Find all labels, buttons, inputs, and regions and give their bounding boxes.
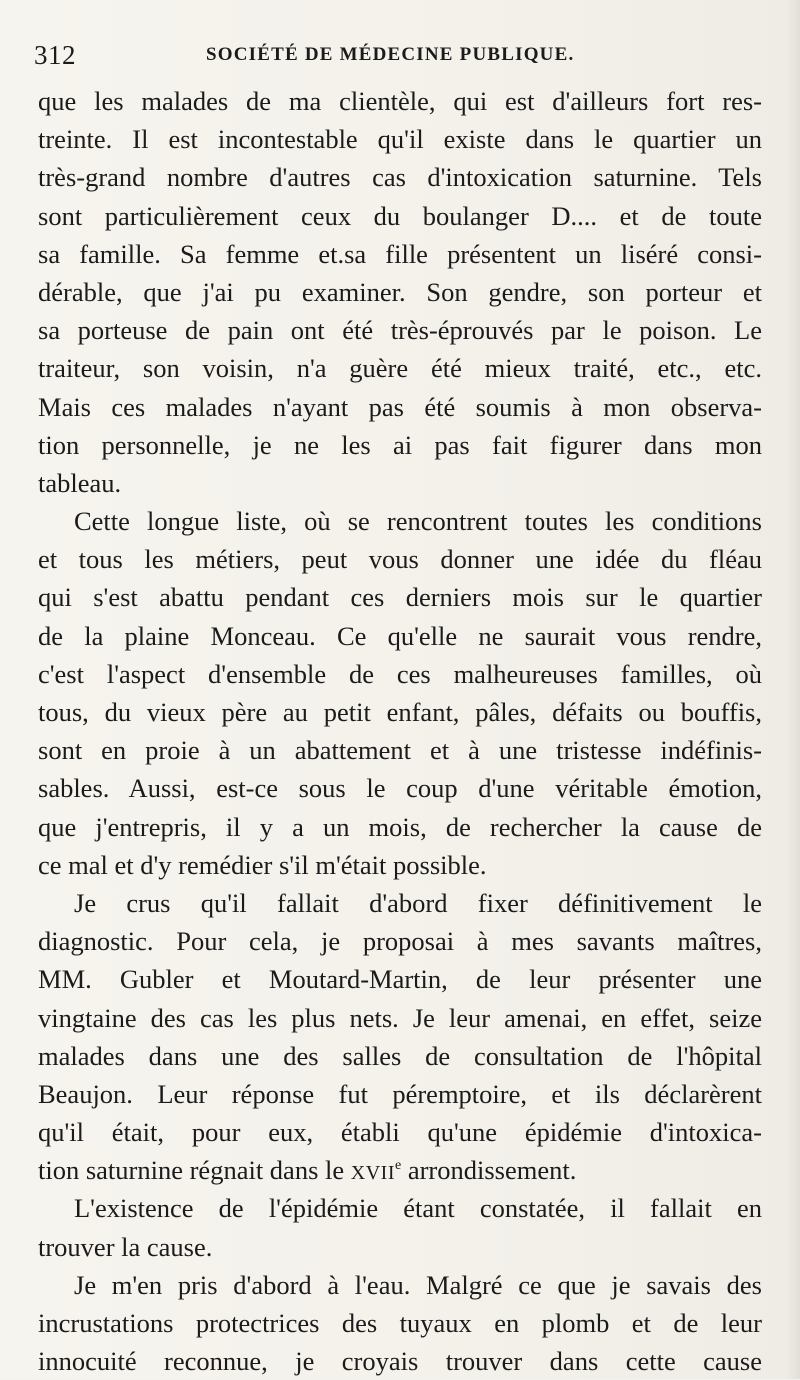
text-line: tion personnelle, je ne les ai pas fait figurer dans mon xyxy=(38,429,762,460)
text-line-arrondissement xyxy=(38,1151,762,1189)
text-line: que les malades de ma clientèle, qui est d'ailleurs fort res- xyxy=(38,86,762,116)
text-line: treinte. Il est incontestable qu'il existe dans le quartier un xyxy=(38,124,762,155)
paragraph-start-line: L'existence de l'épidémie étant constatée, il fallait en xyxy=(74,1193,762,1224)
running-head xyxy=(34,36,764,76)
text-line: dérable, que j'ai pu examiner. Son gendre, son porteur et xyxy=(38,276,762,307)
text-line: très-grand nombre d'autres cas d'intoxication saturnine. Tels xyxy=(38,162,762,193)
text-line: de la plaine Monceau. Ce qu'elle ne saurait vous rendre, xyxy=(38,620,762,651)
text-line: Beaujon. Leur réponse fut péremptoire, et ils déclarèrent xyxy=(38,1078,762,1109)
text-line: et tous les métiers, peut vous donner une idée du fléau xyxy=(38,544,762,575)
text-line: sables. Aussi, est-ce sous le coup d'une véritable émotion, xyxy=(38,773,762,804)
paragraph-start-line: Cette longue liste, où se rencontrent toutes les conditions xyxy=(74,506,762,537)
text-line: tous, du vieux père au petit enfant, pâles, défaits ou bouffis, xyxy=(38,697,762,727)
text-line: innocuité reconnue, je croyais trouver dans cette cause xyxy=(38,1346,762,1377)
text-fragment: tion saturnine régnait dans le xyxy=(38,1155,351,1186)
text-line: que j'entrepris, il y a un mois, de rechercher la cause de xyxy=(38,811,762,842)
text-line: sont particulièrement ceux du boulanger D.... et de toute xyxy=(38,200,762,231)
text-line: incrustations protectrices des tuyaux en plomb et de leur xyxy=(38,1308,762,1338)
body-text xyxy=(38,82,762,1380)
text-line: diagnostic. Pour cela, je proposai à mes savants maîtres, xyxy=(38,926,762,957)
text-line: traiteur, son voisin, n'a guère été mieux traité, etc., etc. xyxy=(38,353,762,384)
text-line: qu'il était, pour eux, établi qu'une épidémie d'intoxica- xyxy=(38,1117,762,1148)
text-line: malades dans une des salles de consultation de l'hôpital xyxy=(38,1040,762,1071)
text-line: Mais ces malades n'ayant pas été soumis à mon observa- xyxy=(38,391,762,422)
text-line: c'est l'aspect d'ensemble de ces malheureuses familles, où xyxy=(38,658,762,689)
text-line: sont en proie à un abattement et à une tristesse indéfinis- xyxy=(38,735,762,766)
text-fragment: arrondissement. xyxy=(401,1155,577,1186)
paragraph-start-line: Je m'en pris d'abord à l'eau. Malgré ce que je savais des xyxy=(74,1269,762,1300)
page-edge-shadow xyxy=(786,0,800,1379)
page-number: 312 xyxy=(34,40,76,70)
text-line: qui s'est abattu pendant ces derniers mois sur le quartier xyxy=(38,582,762,613)
paragraph-start-line: Je crus qu'il fallait d'abord fixer définitivement le xyxy=(74,887,762,918)
ordinal-suffix: e xyxy=(394,1158,402,1174)
text-line: ce mal et d'y remédier s'il m'était possible. xyxy=(38,849,487,880)
roman-numeral: XVII xyxy=(350,1162,395,1185)
text-line: sa famille. Sa femme et.sa fille présentent un liséré consi- xyxy=(38,238,762,269)
text-line: tableau. xyxy=(38,467,122,498)
text-line: trouver la cause. xyxy=(38,1231,213,1262)
running-title: SOCIÉTÉ DE MÉDECINE PUBLIQUE. xyxy=(206,44,575,65)
text-line: sa porteuse de pain ont été très-éprouvés par le poison. Le xyxy=(38,315,762,346)
text-line: MM. Gubler et Moutard-Martin, de leur présenter une xyxy=(38,964,762,995)
text-line: vingtaine des cas les plus nets. Je leur amenai, en effet, seize xyxy=(38,1002,762,1033)
